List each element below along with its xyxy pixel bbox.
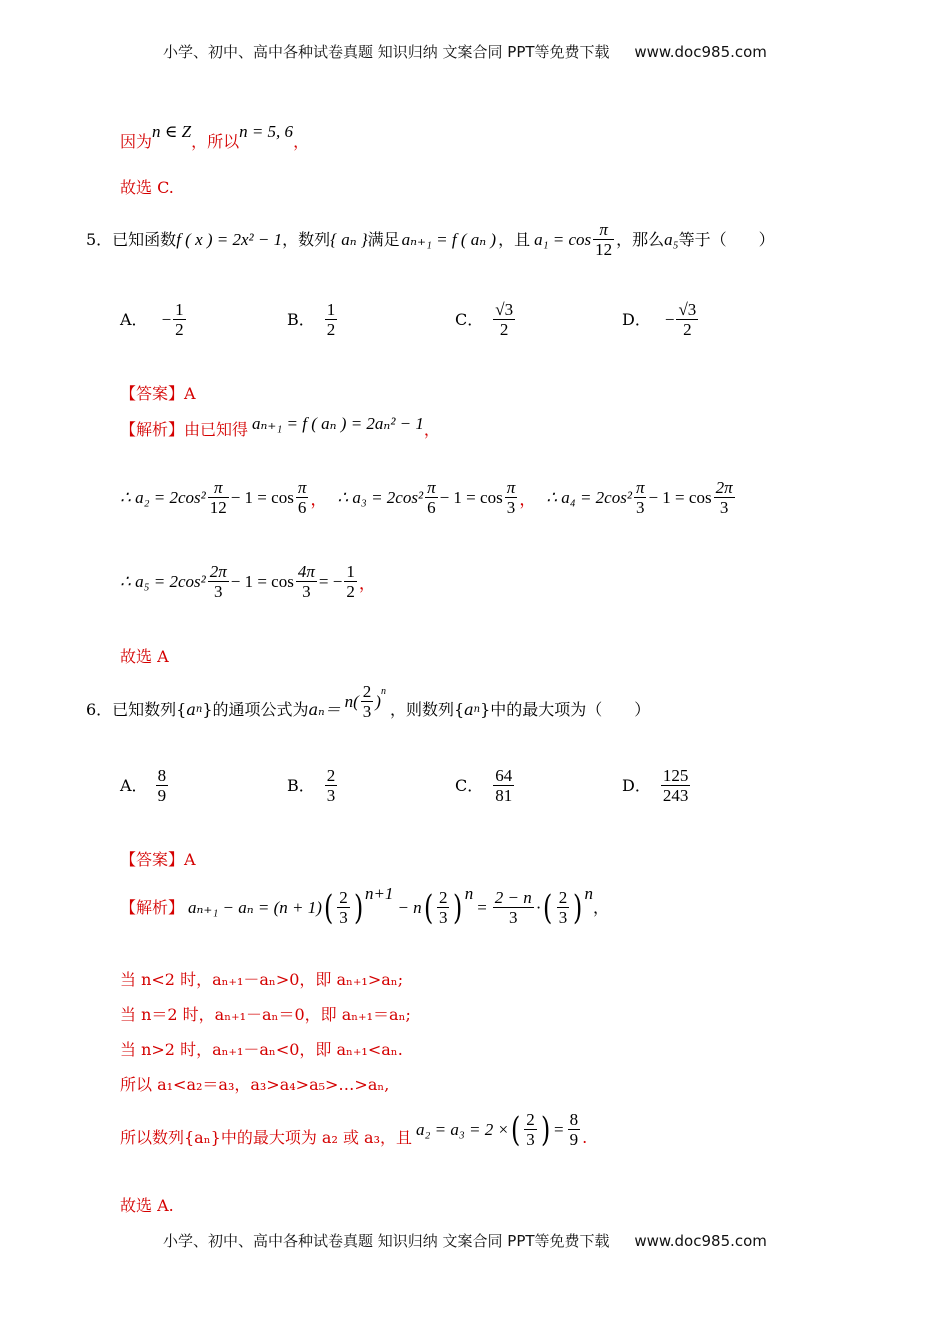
option-fraction [325, 766, 338, 805]
fraction-pi-6 [425, 478, 438, 517]
option-fraction [325, 300, 338, 339]
numerator: 125 [662, 766, 689, 785]
fraction-2pi-3 [208, 562, 229, 601]
q5-answer: 【答案】A [120, 384, 196, 403]
formula-sup: n [380, 685, 386, 697]
numerator: 2π [209, 562, 227, 581]
numerator: π [297, 478, 307, 497]
step-a5-rhs: − 1 = cos [230, 571, 294, 591]
exponent-n: n [464, 883, 474, 903]
q5-steps-line1 [120, 478, 737, 517]
q6-answer: 【答案】A [120, 850, 196, 869]
denominator: 12 [209, 498, 227, 517]
numerator: 64 [495, 766, 513, 785]
fraction-2-3 [437, 888, 450, 927]
fraction-2-3 [524, 1110, 537, 1149]
q6-chain: 所以 a₁<a₂＝a₃，a₃>a₄>a₅>…>aₙ, [120, 1075, 390, 1094]
q6-analysis [120, 883, 609, 928]
formula-n-values: n = 5, 6 [239, 122, 294, 141]
fraction-pi-6 [296, 478, 309, 517]
numerator: 4π [297, 562, 315, 581]
numerator: √3 [678, 300, 697, 319]
comma: ， [358, 574, 376, 593]
step-a3-rhs: − 1 = cos [439, 487, 503, 507]
text-because: 因为 [120, 132, 153, 151]
q5-analysis [120, 414, 440, 440]
paren-close: ) [573, 887, 583, 928]
q5-text2: 满足 [367, 229, 400, 249]
q5-option-c [455, 300, 517, 339]
formula-close: ) [375, 691, 381, 711]
q5-pi-over-12 [593, 220, 614, 259]
denominator: 243 [662, 786, 689, 805]
comma: ， [519, 490, 537, 509]
option-fraction [661, 766, 691, 805]
fraction-8-9 [568, 1110, 581, 1149]
header-title: 小学、初中、高中各种试卷真题 知识归纳 文案合同 PPT等免费下载 [163, 43, 610, 61]
q6-case2: 当 n＝2 时，aₙ₊₁－aₙ＝0，即 aₙ₊₁＝aₙ; [120, 1005, 411, 1024]
denominator: 3 [326, 786, 336, 805]
q5-sequence: { aₙ } [330, 229, 368, 249]
option-label: C． [455, 309, 484, 329]
denominator: 2 [326, 320, 336, 339]
formula-n-in-z: n ∈ Z [152, 122, 192, 141]
fraction-2-3 [557, 888, 570, 927]
footer-url: www.doc985.com [634, 1232, 767, 1250]
fraction-pi-12 [208, 478, 229, 517]
dot: · [535, 897, 542, 917]
step-a2-rhs: − 1 = cos [230, 487, 294, 507]
exponent-n: n [584, 883, 593, 903]
q5-number: 5．已知函数 [86, 229, 177, 249]
paren-close: ) [453, 887, 463, 928]
q5-text4: ，那么 [616, 229, 665, 249]
denominator: 12 [595, 240, 613, 259]
denominator: 3 [526, 1130, 535, 1149]
denominator: 9 [569, 1130, 579, 1149]
comma: ， [592, 897, 609, 917]
paren-close: ) [353, 887, 363, 928]
paren-open: ( [510, 1109, 521, 1150]
numerator: π [599, 220, 608, 239]
denominator: 3 [506, 498, 516, 517]
option-fraction [173, 300, 186, 339]
numerator: 8 [157, 766, 167, 785]
numerator: 2 [438, 888, 448, 907]
fraction-2-3 [337, 888, 350, 927]
q6-text3: }中的最大项为（ ） [480, 699, 651, 719]
option-fraction [676, 300, 698, 339]
q5-option-d [622, 300, 700, 339]
denominator: 3 [438, 908, 448, 927]
denominator: 2 [175, 320, 184, 339]
denominator: 3 [635, 498, 645, 517]
text-so: ，所以 [191, 132, 240, 151]
numerator: 2 [339, 888, 348, 907]
step-a5-eq: = − [318, 571, 343, 591]
denominator: 3 [362, 702, 372, 721]
q6-stem [86, 682, 651, 729]
denominator: 3 [719, 498, 729, 517]
header-url: www.doc985.com [634, 43, 767, 61]
numerator: 1 [346, 562, 355, 581]
denominator: 3 [302, 582, 311, 601]
q5-option-a [120, 300, 188, 339]
denominator: 9 [157, 786, 167, 805]
denominator: 2 [499, 320, 509, 339]
q5-steps-line2 [120, 562, 376, 601]
option-sign: − [664, 309, 675, 329]
q5-text5: 等于（ ） [678, 229, 775, 249]
option-label: D． [622, 775, 651, 795]
option-label: C． [455, 775, 484, 795]
option-label: A． [120, 775, 148, 795]
denominator: 3 [213, 582, 223, 601]
analysis-formula: aₙ₊₁ = f ( aₙ ) = 2aₙ² − 1 [252, 414, 424, 433]
numerator: 1 [326, 300, 336, 319]
numerator: 2 [362, 682, 372, 701]
numerator: π [635, 478, 645, 497]
analysis-tag: 【解析】 [120, 420, 185, 439]
q6-case3: 当 n>2 时，aₙ₊₁－aₙ<0，即 aₙ₊₁<aₙ. [120, 1040, 403, 1059]
text-comma: ， [293, 132, 310, 151]
paren-open: ( [323, 887, 334, 928]
numerator: 2π [715, 478, 733, 497]
paren-open: ( [543, 887, 553, 928]
q6-number: 6．已知数列{ [86, 699, 187, 719]
max-text: 所以数列{aₙ}中的最大项为 a₂ 或 a₃，且 [120, 1127, 412, 1147]
q6-text1: }的通项公式为 [202, 699, 309, 719]
numerator: 1 [175, 300, 184, 319]
formula-n: n( [344, 691, 359, 711]
option-label: B． [287, 309, 315, 329]
comma: ， [310, 490, 328, 509]
q5-stem [86, 220, 775, 259]
q6-option-d [622, 766, 692, 805]
q5-a1: a₁ = cos [534, 229, 592, 249]
numerator: √3 [495, 300, 514, 319]
step-a3: ∴ a₃ = 2cos² [337, 487, 424, 507]
step-a4: ∴ a₄ = 2cos² [546, 487, 632, 507]
fraction-2-3 [361, 682, 374, 721]
numerator: π [506, 478, 516, 497]
q6-choose: 故选 A. [120, 1196, 174, 1215]
option-fraction [493, 766, 514, 805]
prev-conclusion-line [120, 122, 310, 151]
page-footer [163, 1230, 767, 1251]
q5-a5: a₅ [664, 229, 679, 249]
denominator: 3 [558, 908, 568, 927]
step-a4-rhs: − 1 = cos [648, 487, 712, 507]
denominator: 3 [509, 908, 518, 927]
option-label: A． [120, 309, 148, 329]
diff-mid: − n [397, 897, 422, 917]
analysis-tag: 【解析】 [120, 897, 185, 917]
fraction-pi-3 [634, 478, 647, 517]
q5-recurrence: aₙ₊₁ = f ( aₙ ) [401, 229, 497, 249]
numerator: 2 [526, 1110, 535, 1129]
step-a2: ∴ a₂ = 2cos² [120, 487, 206, 507]
denominator: 81 [495, 786, 513, 805]
q6-an-eq: aₙ＝ [308, 699, 341, 719]
fraction-2pi-3 [714, 478, 735, 517]
q6-max-line [120, 1110, 587, 1149]
step-a5: ∴ a₅ = 2cos² [120, 571, 206, 591]
denominator: 6 [427, 498, 436, 517]
equals: = [554, 1119, 564, 1139]
option-label: D． [622, 309, 651, 329]
q5-text1: ，数列 [282, 229, 331, 249]
q6-a: a [186, 699, 196, 719]
option-label: B． [287, 775, 315, 795]
analysis-comma: ， [423, 420, 440, 439]
denominator: 2 [346, 582, 355, 601]
page-header [163, 41, 767, 62]
fraction-1-2 [344, 562, 357, 601]
q6-option-c [455, 766, 516, 805]
q6-text2: ，则数列{ [389, 699, 465, 719]
q6-a: a [464, 699, 474, 719]
equals: = [477, 897, 487, 917]
prev-choose: 故选 C. [120, 178, 174, 197]
numerator: 2 [326, 766, 336, 785]
max-formula: a₂ = a₃ = 2 × [416, 1119, 509, 1139]
q6-option-a [120, 766, 170, 805]
q6-option-b [287, 766, 339, 805]
numerator: 2 [558, 888, 568, 907]
diff-left: aₙ₊₁ − aₙ = (n + 1) [188, 897, 322, 917]
exponent-n-plus-1: n+1 [364, 883, 394, 903]
numerator: π [213, 478, 223, 497]
numerator: 2 − n [494, 888, 532, 907]
option-sign: − [161, 309, 172, 329]
fraction-4pi-3 [296, 562, 317, 601]
denominator: 3 [339, 908, 348, 927]
paren-close: ) [540, 1109, 551, 1150]
fraction-2-minus-n-over-3 [493, 888, 534, 927]
fraction-pi-3 [505, 478, 518, 517]
denominator: 2 [683, 320, 692, 339]
q6-sub-n: n [473, 703, 481, 715]
option-fraction [156, 766, 169, 805]
analysis-text: 由已知得 [184, 420, 249, 439]
q5-text3: ，且 [498, 229, 531, 249]
q6-general-term [345, 682, 386, 721]
q5-function: f ( x ) = 2x² − 1 [176, 229, 283, 249]
numerator: π [427, 478, 436, 497]
denominator: 6 [297, 498, 307, 517]
q5-option-b [287, 300, 339, 339]
q5-choose: 故选 A [120, 647, 169, 666]
q6-case1: 当 n<2 时，aₙ₊₁－aₙ>0，即 aₙ₊₁>aₙ; [120, 970, 404, 989]
footer-title: 小学、初中、高中各种试卷真题 知识归纳 文案合同 PPT等免费下载 [163, 1232, 610, 1250]
period: . [582, 1127, 588, 1147]
q6-sub-n: n [195, 703, 203, 715]
paren-open: ( [423, 887, 433, 928]
numerator: 8 [569, 1110, 579, 1129]
option-fraction [493, 300, 515, 339]
